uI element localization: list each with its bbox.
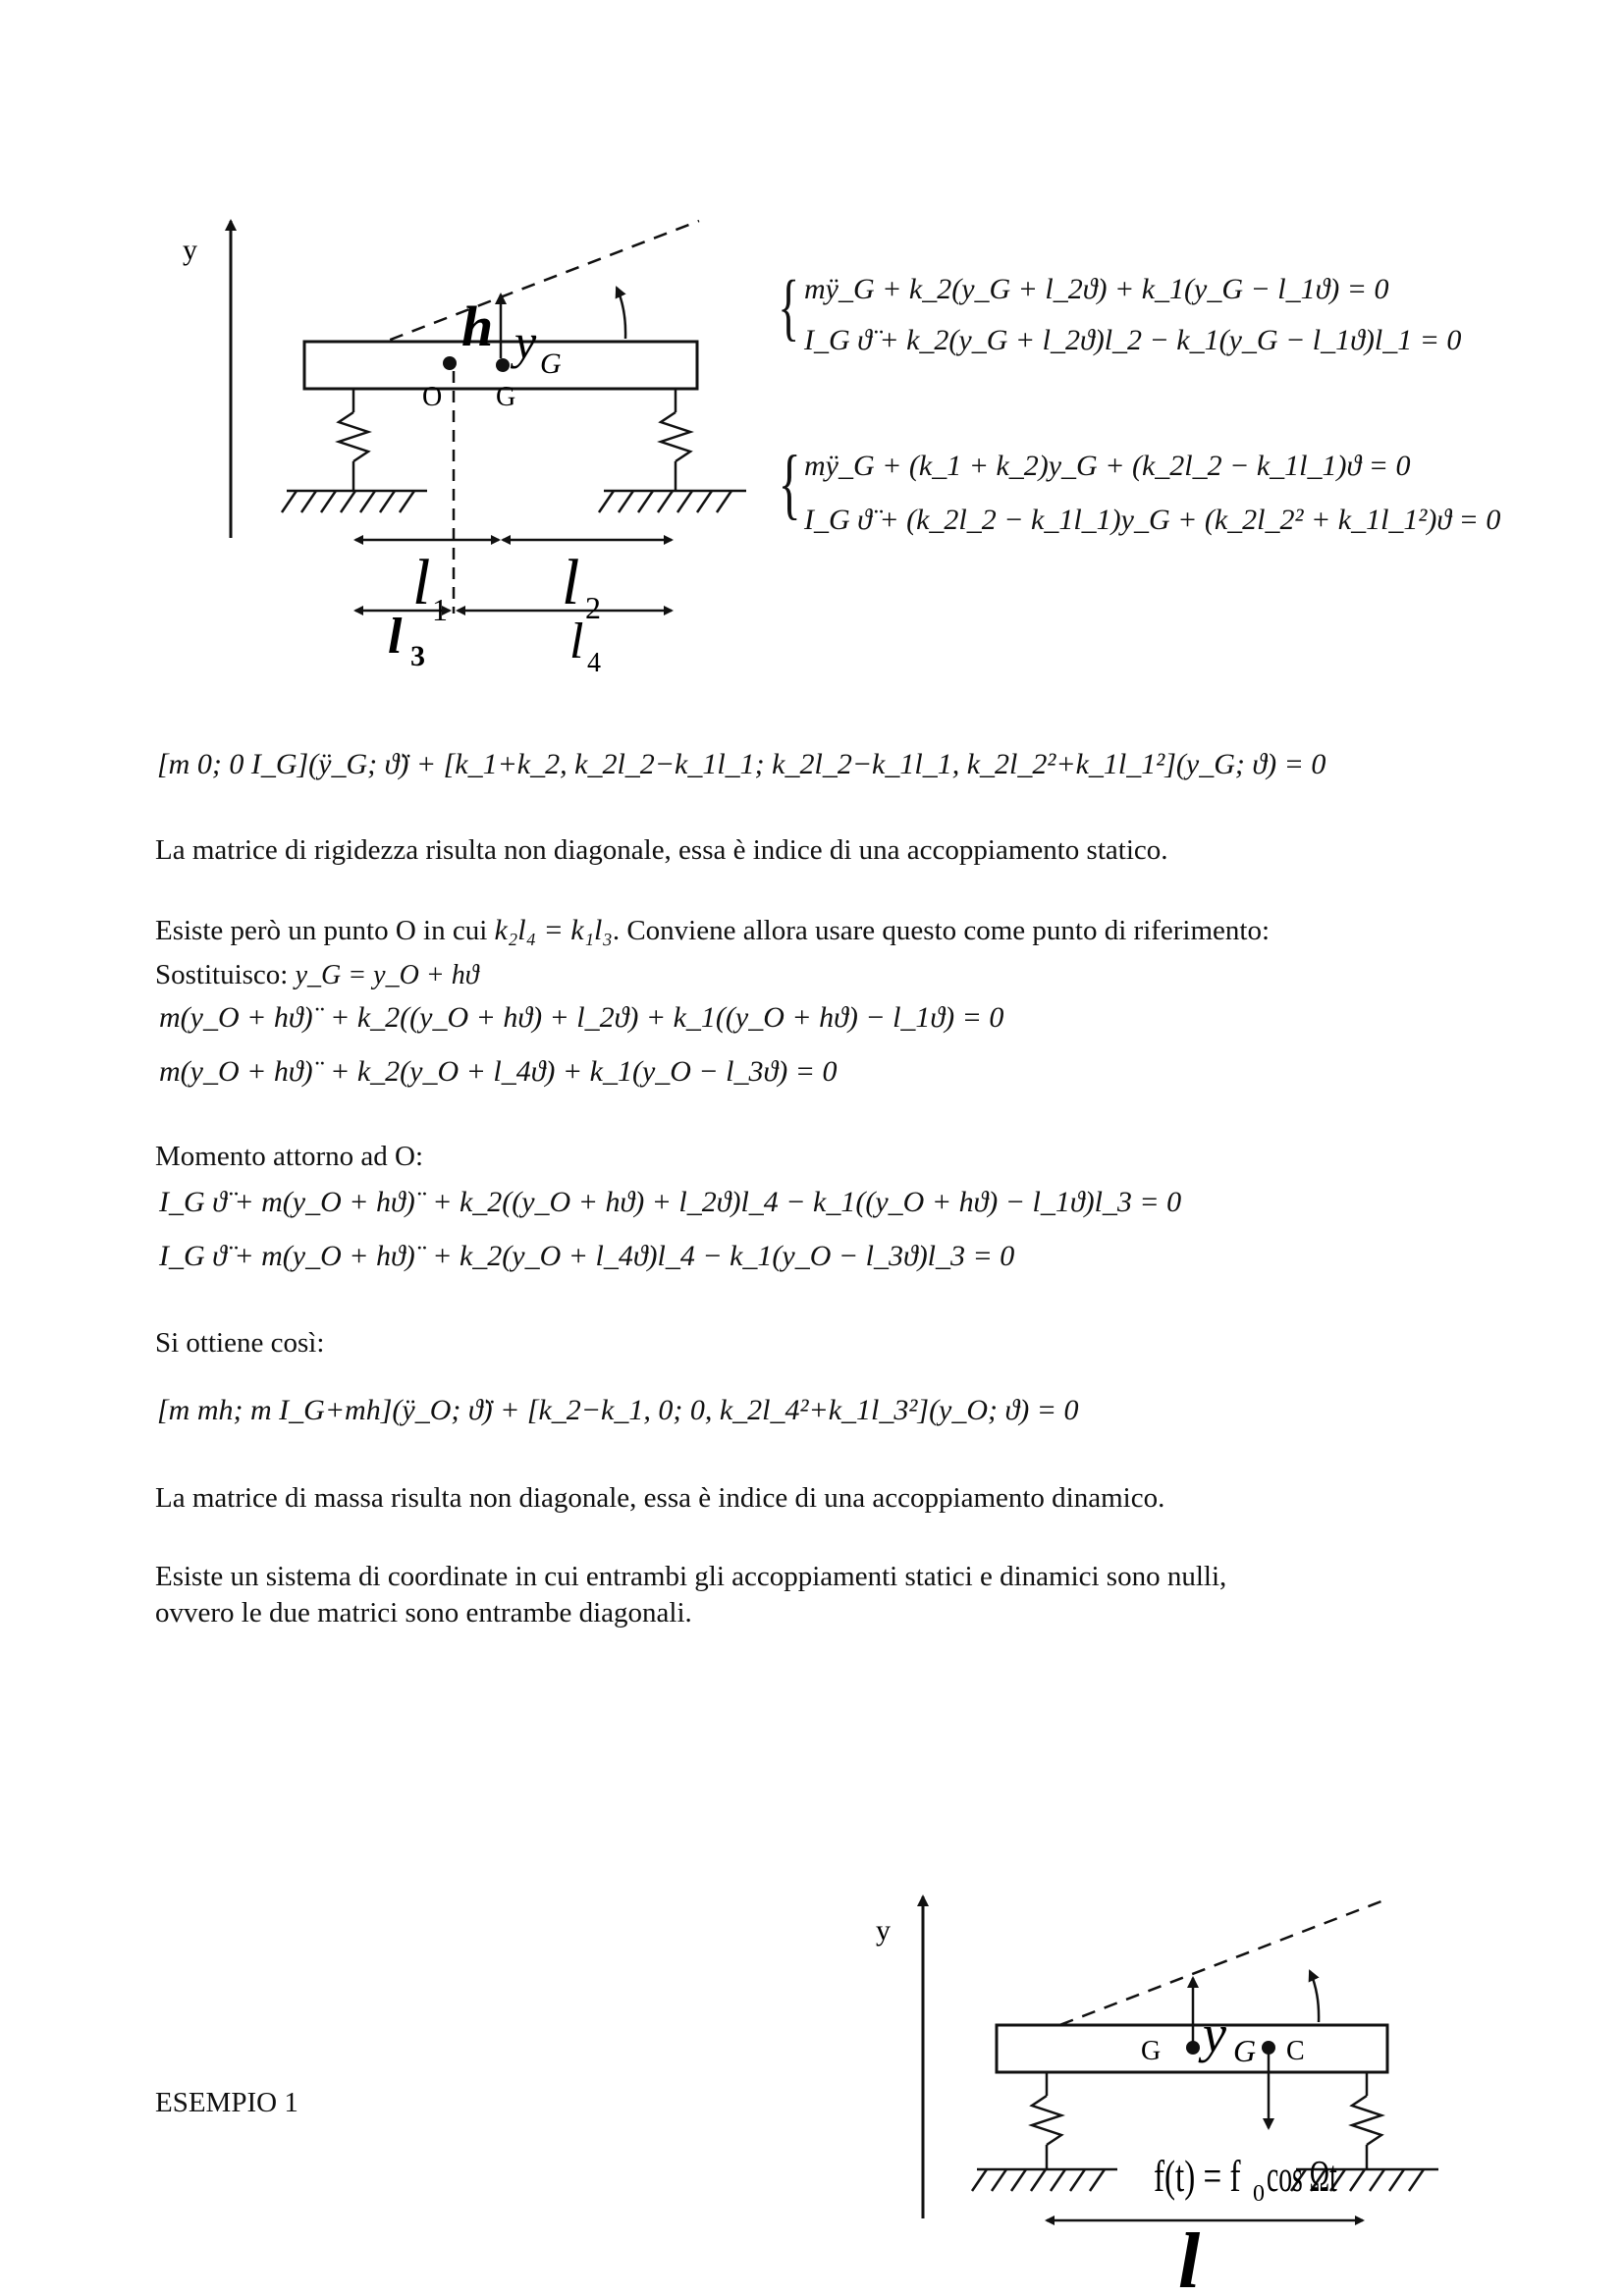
label-o: O <box>422 382 443 412</box>
substitution-eq: y_G = y_O + hϑ <box>295 960 479 990</box>
paragraph-point-o <box>155 913 1270 948</box>
rotation-arrow <box>617 288 625 339</box>
spring-left-2 <box>1032 2072 1061 2169</box>
label-g: G <box>496 382 516 412</box>
point-c-2 <box>1262 2041 1275 2055</box>
system-1-eq2: I_G ϑ̈ + k_2(y_G + l_2ϑ)l_2 − k_1(y_G − l_1ϑ)l_1 = 0 <box>804 324 1462 356</box>
label-h: h <box>461 294 494 358</box>
figure-2 <box>0 1865 1623 2296</box>
matrix-equation-2: [m mh; m I_G+mh](ÿ_O; ϑ̈) + [k_2−k_1, 0; 0, k_2l_4²+k_1l_3²](y_O; ϑ) = 0 <box>157 1394 1079 1426</box>
paragraph-coordinates-1: Esiste un sistema di coordinate in cui entrambi gli accoppiamenti statici e dinamici sono nulli, <box>155 1561 1227 1592</box>
paragraph-point-o-b: . Conviene allora usare questo come punto di riferimento: <box>612 915 1271 946</box>
sostituisco-label: Sostituisco: <box>155 959 289 990</box>
label-yg-sub: G <box>540 347 562 380</box>
spring-right <box>661 389 690 491</box>
y-axis-label: y <box>183 234 197 266</box>
spring-right-2 <box>1352 2072 1381 2169</box>
label-l3-sub: 3 <box>410 640 425 672</box>
system-2-brace: { <box>778 441 801 527</box>
system-1-brace: { <box>778 266 800 348</box>
momento-heading: Momento attorno ad O: <box>155 1141 424 1172</box>
label-c-2: C <box>1286 2036 1305 2066</box>
system-2-eq2: I_G ϑ̈ + (k_2l_2 − k_1l_1)y_G + (k_2l_2² + k_1l_1²)ϑ = 0 <box>804 504 1501 536</box>
equation-b: m(y_O + hϑ)¨ + k_2(y_O + l_4ϑ) + k_1(y_O − l_3ϑ) = 0 <box>159 1055 838 1088</box>
si-ottiene: Si ottiene così: <box>155 1327 325 1359</box>
equation-c: I_G ϑ̈ + m(y_O + hϑ)¨ + k_2((y_O + hϑ) + l_2ϑ)l_4 − k_1((y_O + hϑ) − l_1ϑ)l_3 = 0 <box>159 1186 1182 1218</box>
label-l4-sub: 4 <box>587 648 601 678</box>
ground-left-2 <box>972 2169 1117 2191</box>
label-l2: l <box>562 547 580 618</box>
point-g <box>496 358 510 372</box>
label-l1-sub: 1 <box>432 592 448 627</box>
paragraph-point-o-eq: k₂l₄ = k₁l₃ <box>494 914 613 946</box>
ground-left <box>282 491 427 512</box>
equation-a: m(y_O + hϑ)¨ + k_2((y_O + hϑ) + l_2ϑ) + k_1((y_O + hϑ) − l_1ϑ) = 0 <box>159 1001 1004 1034</box>
label-yg-sub-2: G <box>1233 2033 1257 2068</box>
equation-d: I_G ϑ̈ + m(y_O + hϑ)¨ + k_2(y_O + l_4ϑ)l_4 − k_1(y_O − l_3ϑ)l_3 = 0 <box>159 1240 1015 1272</box>
paragraph-stiffness: La matrice di rigidezza risulta non diagonale, essa è indice di una accoppiamento statico. <box>155 834 1168 866</box>
spring-left <box>339 389 368 491</box>
point-g-2 <box>1186 2041 1200 2055</box>
label-yg-2: y <box>1203 2004 1226 2063</box>
label-yg: y <box>514 314 537 369</box>
label-l3: l <box>388 609 403 665</box>
label-l4: l <box>569 614 584 669</box>
system-1-eq1: mÿ_G + k_2(y_G + l_2ϑ) + k_1(y_G − l_1ϑ) = 0 <box>804 273 1389 305</box>
label-force-2: f(t) = f <box>1154 2150 1241 2202</box>
point-o <box>443 356 457 370</box>
system-2-eq1: mÿ_G + (k_1 + k_2)y_G + (k_2l_2 − k_1l_1)ϑ = 0 <box>804 450 1411 482</box>
label-l1: l <box>412 547 431 618</box>
rotation-arrow-2 <box>1310 1971 1319 2022</box>
ground-right <box>599 491 746 512</box>
label-l2-sub: 2 <box>585 590 601 625</box>
paragraph-coordinates-2: ovvero le due matrici sono entrambe diagonali. <box>155 1597 692 1629</box>
label-force-sub-2: 0 <box>1253 2181 1265 2207</box>
paragraph-point-o-a: Esiste però un punto O in cui <box>155 915 488 946</box>
esempio-heading: ESEMPIO 1 <box>155 2087 298 2118</box>
label-l-2: l <box>1178 2218 1201 2296</box>
y-axis-2-label: y <box>876 1914 891 1947</box>
rotated-dashed-line-2 <box>1016 1899 1386 2042</box>
paragraph-mass: La matrice di massa risulta non diagonale, essa è indice di una accoppiamento dinamico. <box>155 1482 1165 1514</box>
label-force-tail-2: cos Ωt <box>1266 2151 1337 2202</box>
sostituisco-line <box>155 957 478 993</box>
label-g-2: G <box>1141 2036 1162 2066</box>
matrix-equation-1: [m 0; 0 I_G](ÿ_G; ϑ̈) + [k_1+k_2, k_2l_2−k_1l_1; k_2l_2−k_1l_1, k_2l_2²+k_1l_1²](y_G; ϑ) = 0 <box>157 748 1326 780</box>
